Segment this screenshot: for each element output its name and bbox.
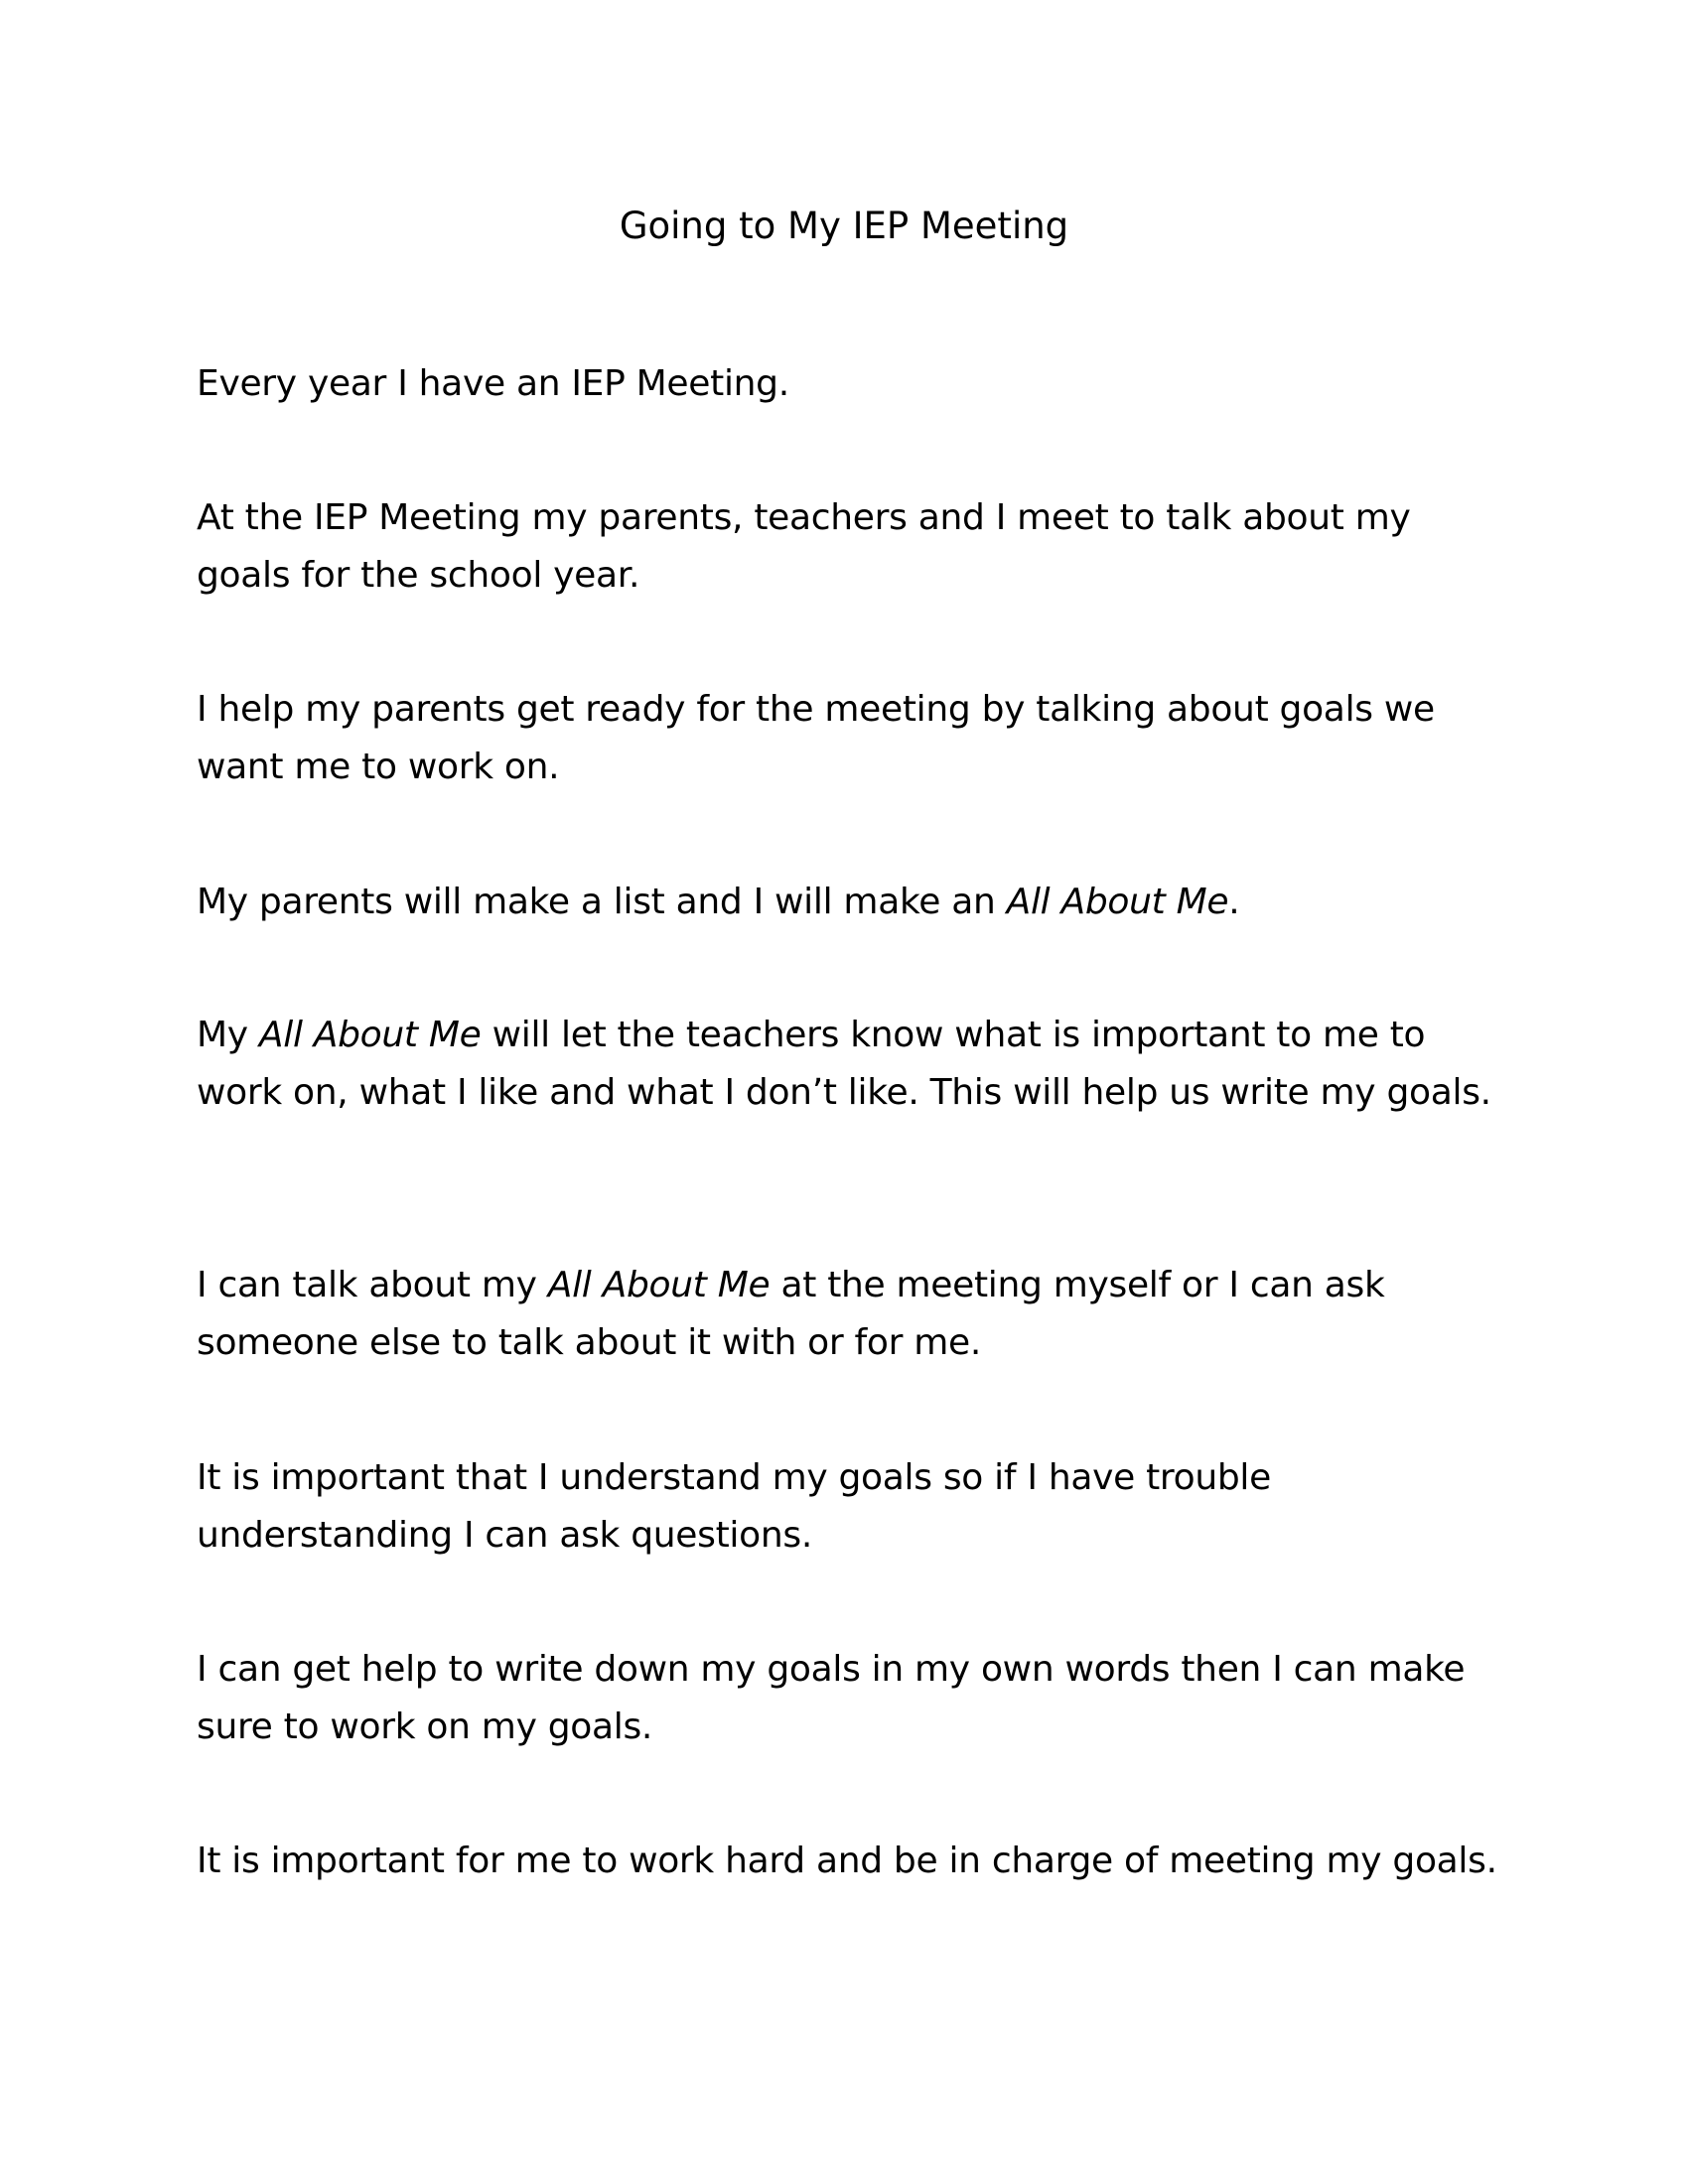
paragraph-line: sure to work on my goals.: [197, 1706, 653, 1747]
paragraph-line: I help my parents get ready for the meeting by talking about goals we: [197, 689, 1435, 730]
italic-title: All About Me: [258, 1015, 482, 1055]
paragraph-5: [197, 1007, 1507, 1122]
paragraph-line: [197, 1015, 1425, 1055]
paragraph-line: At the IEP Meeting my parents, teachers and I meet to talk about my: [197, 497, 1411, 538]
paragraph-line: work on, what I like and what I don’t like. This will help us write my: [197, 1072, 1376, 1113]
page-title: Going to My IEP Meeting: [619, 205, 1069, 247]
text-run: .: [1228, 882, 1240, 922]
paragraph-line: goals for the school year.: [197, 555, 640, 596]
paragraph-9: [197, 1833, 1507, 1890]
paragraph-line: someone else to talk about it with or for me.: [197, 1322, 982, 1363]
paragraph-1: [197, 355, 1507, 413]
text-run: I can talk about my: [197, 1265, 548, 1305]
italic-title: All About Me: [1006, 882, 1229, 922]
paragraph-line: It is important for me to work hard and be in charge of meeting my: [197, 1841, 1382, 1881]
text-run: at the meeting myself or I can ask: [770, 1265, 1385, 1305]
paragraph-line: understanding I can ask questions.: [197, 1515, 812, 1556]
text-run: My parents will make a list and I will make an: [197, 882, 1007, 922]
paragraph-line: goals.: [1392, 1841, 1497, 1881]
paragraph-2: [197, 489, 1507, 605]
paragraph-line: [197, 882, 1239, 922]
paragraph-line: want me to work on.: [197, 747, 560, 787]
paragraph-8: [197, 1641, 1507, 1756]
paragraph-6: [197, 1257, 1507, 1372]
paragraph-line: [197, 1265, 1385, 1305]
paragraph-line: Every year I have an IEP Meeting.: [197, 363, 789, 404]
italic-title: All About Me: [547, 1265, 771, 1305]
paragraph-3: [197, 681, 1507, 796]
paragraph-line: I can get help to write down my goals in my own words then I can make: [197, 1649, 1466, 1690]
paragraph-7: [197, 1449, 1507, 1565]
paragraph-line: It is important that I understand my goals so if I have trouble: [197, 1457, 1271, 1498]
text-run: My: [197, 1015, 259, 1055]
text-run: will let the teachers know what is important to me to: [481, 1015, 1426, 1055]
paragraph-line: goals.: [1386, 1072, 1491, 1113]
paragraph-4: [197, 874, 1507, 931]
